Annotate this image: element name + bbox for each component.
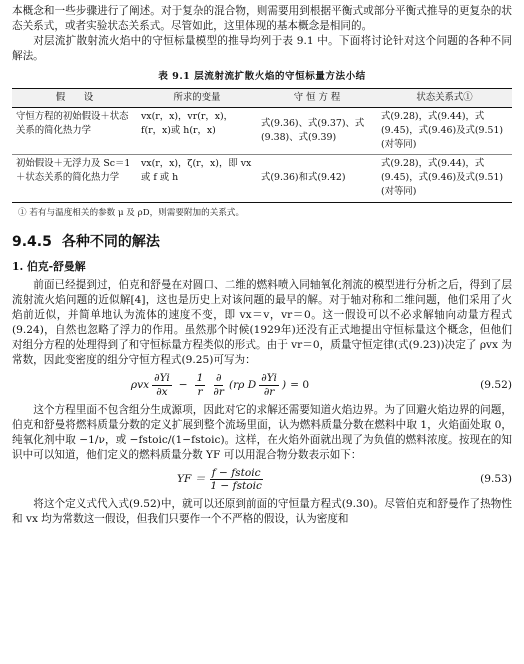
eq1-prefix: ρvx — [130, 378, 150, 391]
cell-assumption: 初始假设＋无浮力及 Sc＝1＋状态关系的简化热力学 — [16, 158, 131, 184]
intro-paragraph-2: 对层流扩散射流火焰中的守恒标量模型的推导均列于表 9.1 中。下面将讨论针对这个问题的各种不同解法。 — [12, 35, 512, 63]
table-header-row — [12, 88, 512, 107]
header-relations: 状态关系式① — [416, 91, 473, 103]
cell-equations: 式(9.36)、式(9.37)、式(9.38)、式(9.39) — [261, 117, 365, 143]
eq2-lhs: YF ＝ — [177, 473, 206, 486]
table-footnote: ① 若有与温度相关的参数 μ 及 ρD，则需要附加的关系式。 — [18, 207, 245, 218]
body-paragraph-2: 这个方程里面不包含组分生成源项，因此对它的求解还需要知道火焰边界。为了回避火焰边界的问题，伯克和舒曼将燃料质量分数的定义扩展到整个流场里面，认为燃料质量分数在燃料中取 1，火焰面处取 0，纯氧化剂中取 −1/ν，或 −fstoic/(1−fstoic)。这样，在火焰外面就出现了为负值的燃料浓度。按现在的知识中可以知道，他们定义的燃料质量分数 YF 可以用混合物分数表示如下： — [12, 403, 512, 461]
eq1-fraction-2: $\frac{1}{r}$ — [196, 372, 204, 398]
cell-variables: vx(r，x)，vr(r，x)，f(r，x)或 h(r，x) — [141, 110, 234, 136]
table-row — [12, 155, 512, 202]
section-title: 各种不同的解法 — [61, 233, 160, 250]
table-row — [12, 107, 512, 154]
equation-number: (9.53) — [480, 473, 512, 486]
eq1-inner-suffix: ) — [281, 378, 287, 391]
header-assumption: 假 设 — [55, 91, 94, 103]
header-equations: 守 恒 方 程 — [293, 91, 341, 103]
equation-9-52 — [12, 372, 512, 398]
cell-relations: 式(9.28)，式(9.44)，式(9.45)，式(9.46)及式(9.51)(对等同) — [381, 158, 504, 198]
eq1-minus: − — [178, 378, 188, 391]
eq1-rhs: = 0 — [290, 378, 310, 391]
eq2-fraction: $\frac{\text{f − fstoic}}{\text{1 − fstoic}}$ — [210, 466, 262, 493]
header-variables: 所求的变量 — [173, 91, 221, 103]
body-paragraph-3: 将这个定义式代入式(9.52)中，就可以还原到前面的守恒量方程式(9.30)。尽管伯克和舒曼作了热物性和 vx 均为常数这一假设，但我们只要作一个不严格的假设，认为密度和 — [12, 498, 512, 526]
eq1-fraction-4: $\frac{\partial Yi}{\partial r}$ — [261, 372, 277, 398]
cell-equations: 式(9.36)和式(9.42) — [261, 172, 346, 184]
equation-9-53 — [12, 467, 512, 493]
subsection-heading: 1. 伯克-舒曼解 — [12, 259, 86, 273]
section-number: 9.4.5 — [12, 233, 52, 250]
cell-relations: 式(9.28)，式(9.44)，式(9.45)，式(9.46)及式(9.51)(对等同) — [381, 110, 504, 151]
eq1-inner-prefix: (rρ D — [228, 378, 257, 391]
intro-paragraph-1: 本概念和一些步骤进行了阐述。对于复杂的混合物，则需要用到根据平衡式或部分平衡式推导的更复杂的状态关系式，或者实验状态关系式。尽管如此，这里体现的基本概念是相同的。 — [12, 5, 512, 33]
section-heading — [12, 233, 512, 253]
body-paragraph-1: 前面已经提到过，伯克和舒曼在对圆口、二维的燃料喷入同轴氧化剂流的模型进行分析之后，得到了层流射流火焰问题的近似解[4]，这也是历史上对该问题的最早的解。对于轴对称和二维问题，他们采用了火焰前近似，并简单地认为流体的速度不变，即 vx＝v，vr＝0。这一假设可以不必求解轴向动量方程式(9.24)，自然也忽略了浮力的作用。虽然那个时候(1929年)还没有正式地提出守恒标量这个概念，但他们对组分方程的处理得到了和守恒标量方程类似的形式。由于 vr＝0，质量守恒定律(式(9.23))决定了 ρvx 为常数，因此变密度的组分守恒方程式(9.25)可写为： — [12, 278, 512, 367]
equation-number: (9.52) — [480, 378, 512, 391]
eq1-fraction-1: $\frac{\partial Yi}{\partial x}$ — [154, 372, 170, 398]
cell-variables: vx(r，x)，ζ(r，x)，即 vx 或 f 或 h — [141, 158, 252, 184]
summary-table — [12, 88, 512, 203]
table-caption: 表 9.1 层流射流扩散火焰的守恒标量方法小结 — [158, 71, 366, 83]
eq1-fraction-3: $\frac{\partial}{\partial r}$ — [213, 372, 224, 398]
cell-assumption: 守恒方程的初始假设＋状态关系的简化热力学 — [16, 110, 129, 136]
